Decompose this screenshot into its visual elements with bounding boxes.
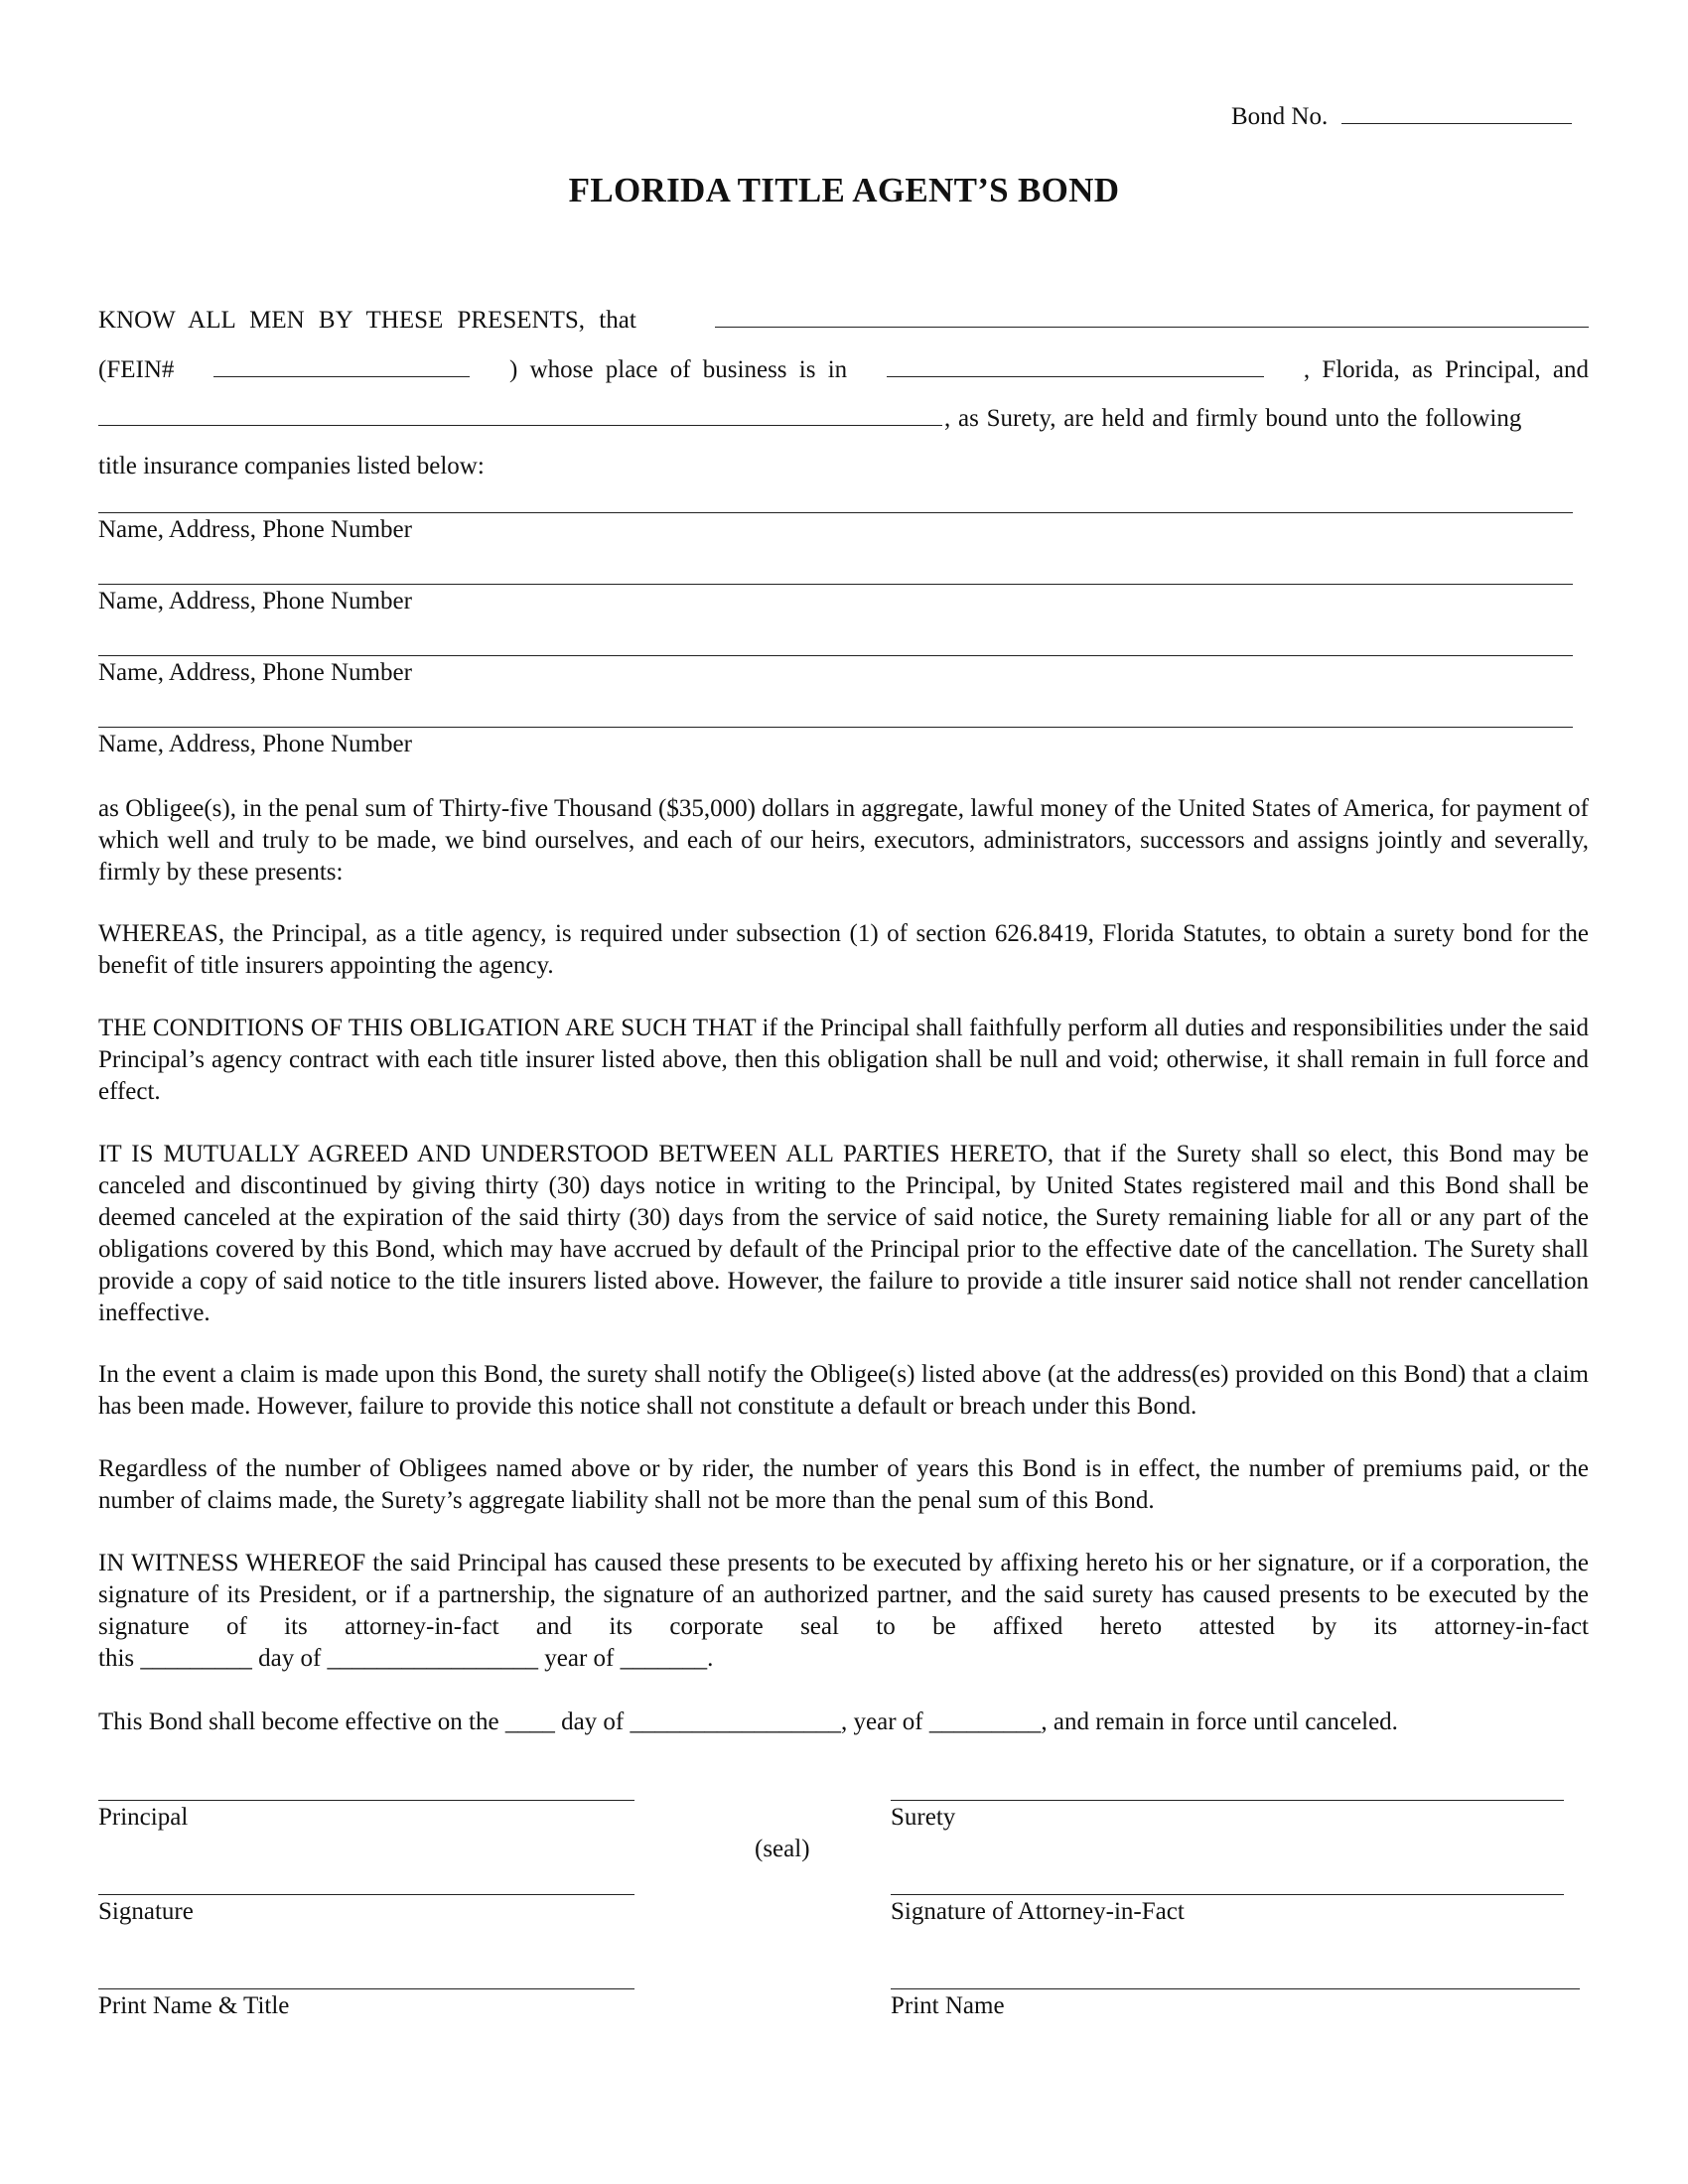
obligee-line-2[interactable] xyxy=(98,584,1573,585)
intro-line-2 xyxy=(98,352,1589,386)
obligee-label-1: Name, Address, Phone Number xyxy=(98,516,412,543)
print-name-title-label: Print Name & Title xyxy=(98,1992,290,2019)
surety-label: Surety xyxy=(891,1804,956,1831)
as-surety-text: , as Surety, are held and firmly bound unto the following xyxy=(944,405,1522,432)
fein-field[interactable] xyxy=(213,352,470,377)
know-all-text: KNOW ALL MEN BY THESE PRESENTS, that xyxy=(98,307,636,334)
place-of-business-text: ) whose place of business is in xyxy=(509,356,848,383)
claim-paragraph: In the event a claim is made upon this Bond, the surety shall notify the Obligee(s) listed above (at the address(es) provided on this Bond) that a claim has been made. However, failure to provide this notice shall not constitute a default or breach under this Bond. xyxy=(98,1361,1589,1420)
print-name-title-line[interactable] xyxy=(98,1988,634,1989)
obligee-label-4: Name, Address, Phone Number xyxy=(98,731,412,757)
obligee-line-1[interactable] xyxy=(98,512,1573,513)
principal-line[interactable] xyxy=(98,1800,634,1801)
penal-sum-paragraph: as Obligee(s), in the penal sum of Thirty-five Thousand ($35,000) dollars in aggregate, lawful money of the United States of America, for payment of which well and truly to be made, we bind ourselves, and each of our heirs, executors, administrators, successors and assigns jointly and severally, firmly by these presents: xyxy=(98,795,1589,886)
signature-attorney-label: Signature of Attorney-in-Fact xyxy=(891,1898,1185,1925)
whereas-paragraph: WHEREAS, the Principal, as a title agency, is required under subsection (1) of section 626.8419, Florida Statutes, to obtain a surety bond for the benefit of title insurers appointing the agency. xyxy=(98,920,1589,979)
bond-number xyxy=(1231,99,1589,133)
seal-label: (seal) xyxy=(755,1836,810,1862)
intro-line-1 xyxy=(98,303,1589,337)
surety-name-field[interactable] xyxy=(98,401,942,426)
fein-open-text: (FEIN# xyxy=(98,356,175,383)
effective-date-line: This Bond shall become effective on the ____ day of _________________, year of _________, and remain in force until canceled. xyxy=(98,1708,1398,1735)
principal-signature-line[interactable] xyxy=(98,1894,634,1895)
florida-principal-text: , Florida, as Principal, and xyxy=(1303,356,1589,383)
place-of-business-field[interactable] xyxy=(887,352,1264,377)
witness-date-line: this _________ day of _________________ year of _______. xyxy=(98,1645,714,1672)
signature-label: Signature xyxy=(98,1898,194,1925)
document-title: FLORIDA TITLE AGENT’S BOND xyxy=(568,171,1120,209)
intro-line-3 xyxy=(98,401,1589,435)
witness-paragraph: IN WITNESS WHEREOF the said Principal has caused these presents to be executed by affixing hereto his or her signature, or if a corporation, the signature of its President, or if a partnership, the signature of an authorized partner, and the said surety has caused presents to be executed by the signature of its attorney-in-fact and its corporate seal to be affixed hereto attested by its attorney-in-fact xyxy=(98,1550,1589,1640)
obligee-label-2: Name, Address, Phone Number xyxy=(98,588,412,614)
regardless-paragraph: Regardless of the number of Obligees named above or by rider, the number of years this Bond is in effect, the number of premiums paid, or the number of claims made, the Surety’s aggregate liability shall not be more than the penal sum of this Bond. xyxy=(98,1455,1589,1514)
obligee-line-3[interactable] xyxy=(98,655,1573,656)
mutually-agreed-paragraph: IT IS MUTUALLY AGREED AND UNDERSTOOD BETWEEN ALL PARTIES HERETO, that if the Surety shall so elect, this Bond may be canceled and discontinued by giving thirty (30) days notice in writing to the Principal, by United States registered mail and this Bond shall be deemed canceled at the expiration of the said thirty (30) days from the service of said notice, the Surety remaining liable for all or any part of the obligations covered by this Bond, which may have accrued by default of the Principal prior to the effective date of the cancellation. The Surety shall provide a copy of said notice to the title insurers listed above. However, the failure to provide a title insurer said notice shall not render cancellation ineffective. xyxy=(98,1141,1589,1326)
title-companies-text: title insurance companies listed below: xyxy=(98,453,485,479)
bond-number-field[interactable] xyxy=(1341,99,1572,124)
principal-name-field[interactable] xyxy=(715,303,1589,328)
obligee-label-3: Name, Address, Phone Number xyxy=(98,659,412,686)
conditions-paragraph: THE CONDITIONS OF THIS OBLIGATION ARE SUCH THAT if the Principal shall faithfully perform all duties and responsibilities under the said Principal’s agency contract with each title insurer listed above, then this obligation shall be null and void; otherwise, it shall remain in full force and effect. xyxy=(98,1015,1589,1105)
surety-line[interactable] xyxy=(891,1800,1564,1801)
bond-number-label: Bond No. xyxy=(1231,103,1329,130)
attorney-signature-line[interactable] xyxy=(891,1894,1564,1895)
obligee-line-4[interactable] xyxy=(98,727,1573,728)
print-name-label: Print Name xyxy=(891,1992,1005,2019)
principal-label: Principal xyxy=(98,1804,189,1831)
print-name-line[interactable] xyxy=(891,1988,1580,1989)
